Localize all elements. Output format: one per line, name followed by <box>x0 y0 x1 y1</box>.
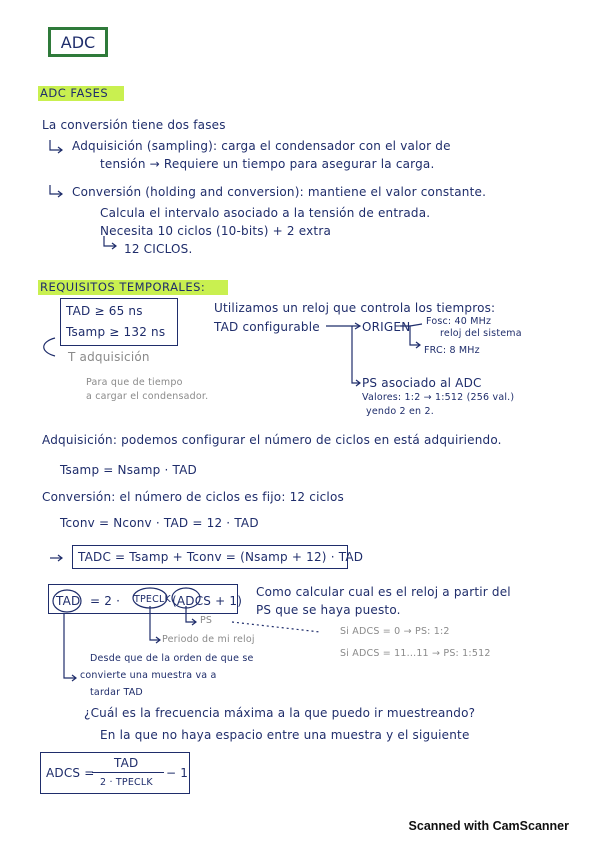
tad-requirement: TAD ≥ 65 ns <box>66 304 143 318</box>
conv-line-1: Conversión (holding and conversion): mantiene el valor constante. <box>72 185 487 199</box>
note-line-2: a cargar el condensador. <box>86 391 209 402</box>
como-line-2: PS que se haya puesto. <box>256 603 401 617</box>
fraction-bar <box>92 772 164 773</box>
desde-line-3: tardar TAD <box>90 687 143 698</box>
desde-line-2: convierte una muestra va a <box>80 670 217 681</box>
como-line-1: Como calcular cual es el reloj a partir del <box>256 585 511 599</box>
adq-line-1: Adquisición (sampling): carga el condensador con el valor de <box>72 139 451 153</box>
si-adcs-0: Si ADCS = 0 → PS: 1:2 <box>340 626 450 637</box>
fosc-line-2: reloj del sistema <box>440 328 522 339</box>
page-title: ADC <box>48 27 108 57</box>
tad-configurable: TAD configurable <box>214 320 320 334</box>
yendo-line: yendo 2 en 2. <box>366 406 434 417</box>
adq-ciclos: Adquisición: podemos configurar el número de ciclos en está adquiriendo. <box>42 433 502 447</box>
cual-line-1: ¿Cuál es la frecuencia máxima a la que puedo ir muestreando? <box>84 706 476 720</box>
note-line-1: Para que de tiempo <box>86 377 183 388</box>
desde-line-1: Desde que de la orden de que se <box>90 653 254 664</box>
conv-ciclos: Conversión: el número de ciclos es fijo: 12 ciclos <box>42 490 344 504</box>
tsamp-equation: Tsamp = Nsamp · TAD <box>60 463 197 477</box>
tsamp-requirement: Tsamp ≥ 132 ns <box>66 325 166 339</box>
tadc-equation: TADC = Tsamp + Tconv = (Nsamp + 12) · TAD <box>78 550 364 564</box>
tconv-equation: Tconv = Nconv · TAD = 12 · TAD <box>60 516 259 530</box>
adcs-formula-lhs: ADCS = <box>46 766 95 780</box>
reloj-line: Utilizamos un reloj que controla los tiempros: <box>214 301 496 315</box>
frc-label: FRC: 8 MHz <box>424 345 480 356</box>
adq-line-2: tensión → Requiere un tiempo para asegurar la carga. <box>100 157 435 171</box>
tad-formula-tpeclk: TPECLK <box>134 594 171 605</box>
section-heading-adc-fases: ADC FASES <box>40 86 109 100</box>
t-adquisicion: T adquisición <box>68 350 150 364</box>
section-heading-requisitos: REQUISITOS TEMPORALES: <box>40 280 206 294</box>
ps-label: PS <box>200 615 213 626</box>
periodo-label: Periodo de mi reloj <box>162 634 255 645</box>
adcs-formula-numerator: TAD <box>114 756 139 770</box>
tad-formula-adcs: (ADCS + 1) <box>172 594 243 608</box>
valores-line: Valores: 1:2 → 1:512 (256 val.) <box>362 392 515 403</box>
ps-asociado: PS asociado al ADC <box>362 376 482 390</box>
scanner-watermark: Scanned with CamScanner <box>408 819 569 833</box>
tad-formula-lhs: TAD <box>56 594 81 608</box>
cual-line-2: En la que no haya espacio entre una muestra y el siguiente <box>100 728 470 742</box>
origen-label: ORIGEN <box>362 320 411 334</box>
adcs-formula-denominator: 2 · TPECLK <box>100 777 153 788</box>
intro-text: La conversión tiene dos fases <box>42 118 226 132</box>
conv-line-3: Necesita 10 ciclos (10-bits) + 2 extra <box>100 224 332 238</box>
si-adcs-max: Si ADCS = 11...11 → PS: 1:512 <box>340 648 491 659</box>
tad-formula-mid: = 2 · <box>90 594 121 608</box>
adcs-formula-rhs: − 1 <box>166 766 189 780</box>
fosc-line-1: Fosc: 40 MHz <box>426 316 492 327</box>
conv-line-4: 12 CICLOS. <box>124 242 193 256</box>
conv-line-2: Calcula el intervalo asociado a la tensión de entrada. <box>100 206 431 220</box>
